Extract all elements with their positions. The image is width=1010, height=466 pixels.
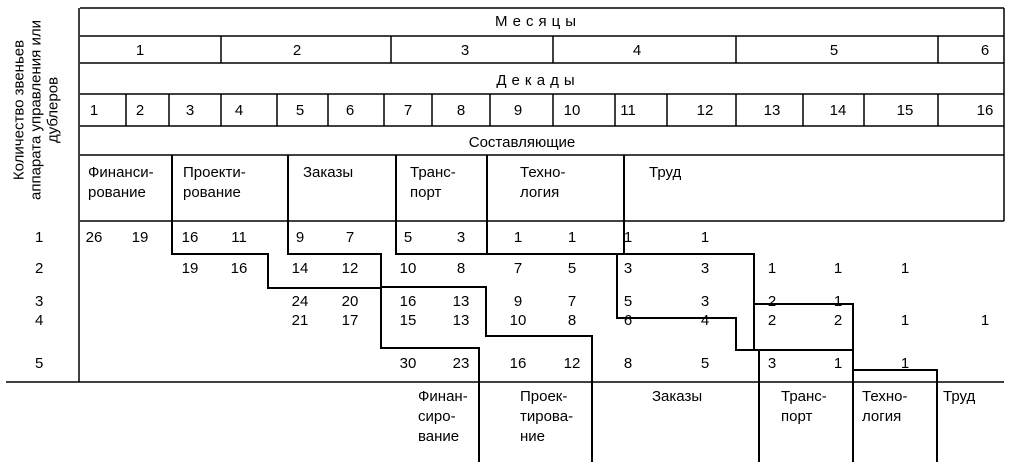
row-label: 1 xyxy=(35,229,44,246)
component-top-technology: Техно- логия xyxy=(520,164,566,201)
decades-title: Декады xyxy=(496,72,580,89)
component-bottom-financing: Финан- сиро- вание xyxy=(418,388,468,445)
table-cell: 7 xyxy=(345,229,355,246)
decade-number: 2 xyxy=(135,102,145,119)
decade-number: 1 xyxy=(89,102,99,119)
component-bottom-technology: Техно- логия xyxy=(862,388,908,425)
table-cell: 5 xyxy=(567,260,577,277)
decade-number: 8 xyxy=(456,102,466,119)
table-cell: 11 xyxy=(231,229,247,246)
row-label: 5 xyxy=(35,355,44,372)
month-number: 3 xyxy=(460,42,470,59)
component-bottom-orders: Заказы xyxy=(652,388,703,405)
table-cell: 5 xyxy=(623,293,633,310)
table-cell: 3 xyxy=(767,355,777,372)
decade-number: 15 xyxy=(896,102,914,119)
decade-number: 5 xyxy=(295,102,305,119)
table-cell: 12 xyxy=(341,260,359,277)
table-cell: 24 xyxy=(291,293,309,310)
table-cell: 3 xyxy=(700,260,710,277)
table-cell: 5 xyxy=(403,229,413,246)
month-number: 2 xyxy=(292,42,302,59)
component-top-design: Проекти- рование xyxy=(183,164,246,201)
table-cell: 15 xyxy=(399,312,417,329)
table-cell: 5 xyxy=(700,355,710,372)
row-label: 3 xyxy=(35,293,44,310)
component-top-financing: Финанси- рование xyxy=(88,164,154,201)
component-top-labor: Труд xyxy=(649,164,682,181)
table-cell: 1 xyxy=(900,260,910,277)
table-cell: 26 xyxy=(85,229,103,246)
decade-number: 11 xyxy=(620,102,636,119)
decade-number: 6 xyxy=(345,102,355,119)
table-cell: 10 xyxy=(509,312,527,329)
table-cell: 13 xyxy=(452,312,470,329)
row-label: 4 xyxy=(35,312,44,329)
table-cell: 1 xyxy=(900,312,910,329)
table-cell: 10 xyxy=(399,260,417,277)
table-cell: 9 xyxy=(513,293,523,310)
table-cell: 14 xyxy=(291,260,309,277)
decade-number: 4 xyxy=(234,102,244,119)
table-cell: 3 xyxy=(456,229,466,246)
components-title: Составляющие xyxy=(468,134,576,151)
component-top-transport: Транс- порт xyxy=(410,164,456,201)
table-cell: 1 xyxy=(980,312,990,329)
decade-number: 9 xyxy=(513,102,523,119)
component-bottom-labor: Труд xyxy=(943,388,976,405)
decade-number: 7 xyxy=(403,102,413,119)
table-cell: 16 xyxy=(230,260,248,277)
table-cell: 13 xyxy=(452,293,470,310)
decade-number: 13 xyxy=(763,102,781,119)
row-header-label: Количество звеньев аппарата управления или дублеров xyxy=(10,20,62,200)
table-cell: 2 xyxy=(767,293,777,310)
table-cell: 1 xyxy=(833,293,843,310)
table-cell: 8 xyxy=(456,260,466,277)
table-cell: 6 xyxy=(623,312,633,329)
table-cell: 7 xyxy=(513,260,523,277)
table-cell: 8 xyxy=(623,355,633,372)
component-bottom-transport: Транс- порт xyxy=(781,388,827,425)
table-cell: 1 xyxy=(513,229,523,246)
table-cell: 3 xyxy=(623,260,633,277)
table-cell: 16 xyxy=(181,229,199,246)
decade-number: 3 xyxy=(185,102,195,119)
table-cell: 20 xyxy=(341,293,359,310)
table-cell: 4 xyxy=(700,312,710,329)
table-cell: 2 xyxy=(833,312,843,329)
table-cell: 1 xyxy=(700,229,710,246)
table-cell: 2 xyxy=(767,312,777,329)
table-cell: 1 xyxy=(833,355,843,372)
decade-number: 14 xyxy=(829,102,847,119)
table-cell: 1 xyxy=(567,229,577,246)
table-cell: 12 xyxy=(563,355,581,372)
table-cell: 21 xyxy=(291,312,309,329)
table-cell: 17 xyxy=(341,312,359,329)
decade-number: 10 xyxy=(563,102,581,119)
table-cell: 7 xyxy=(567,293,577,310)
month-number: 4 xyxy=(632,42,642,59)
row-label: 2 xyxy=(35,260,44,277)
staircase-join xyxy=(624,155,754,254)
decade-number: 12 xyxy=(696,102,714,119)
table-cell: 30 xyxy=(399,355,417,372)
table-cell: 3 xyxy=(700,293,710,310)
table-cell: 1 xyxy=(833,260,843,277)
month-number: 1 xyxy=(135,42,145,59)
table-cell: 9 xyxy=(295,229,305,246)
table-cell: 1 xyxy=(623,229,633,246)
month-number: 5 xyxy=(829,42,839,59)
months-title: Месяцы xyxy=(494,13,582,30)
table-cell: 23 xyxy=(452,355,470,372)
table-cell: 16 xyxy=(399,293,417,310)
table-cell: 1 xyxy=(767,260,777,277)
decade-number: 16 xyxy=(976,102,994,119)
month-number: 6 xyxy=(980,42,990,59)
table-cell: 19 xyxy=(181,260,199,277)
table-cell: 1 xyxy=(900,355,910,372)
component-bottom-design: Проек- тирова- ние xyxy=(520,388,574,445)
table-cell: 19 xyxy=(131,229,149,246)
table-cell: 8 xyxy=(567,312,577,329)
table-cell: 16 xyxy=(509,355,527,372)
component-top-orders: Заказы xyxy=(303,164,354,181)
